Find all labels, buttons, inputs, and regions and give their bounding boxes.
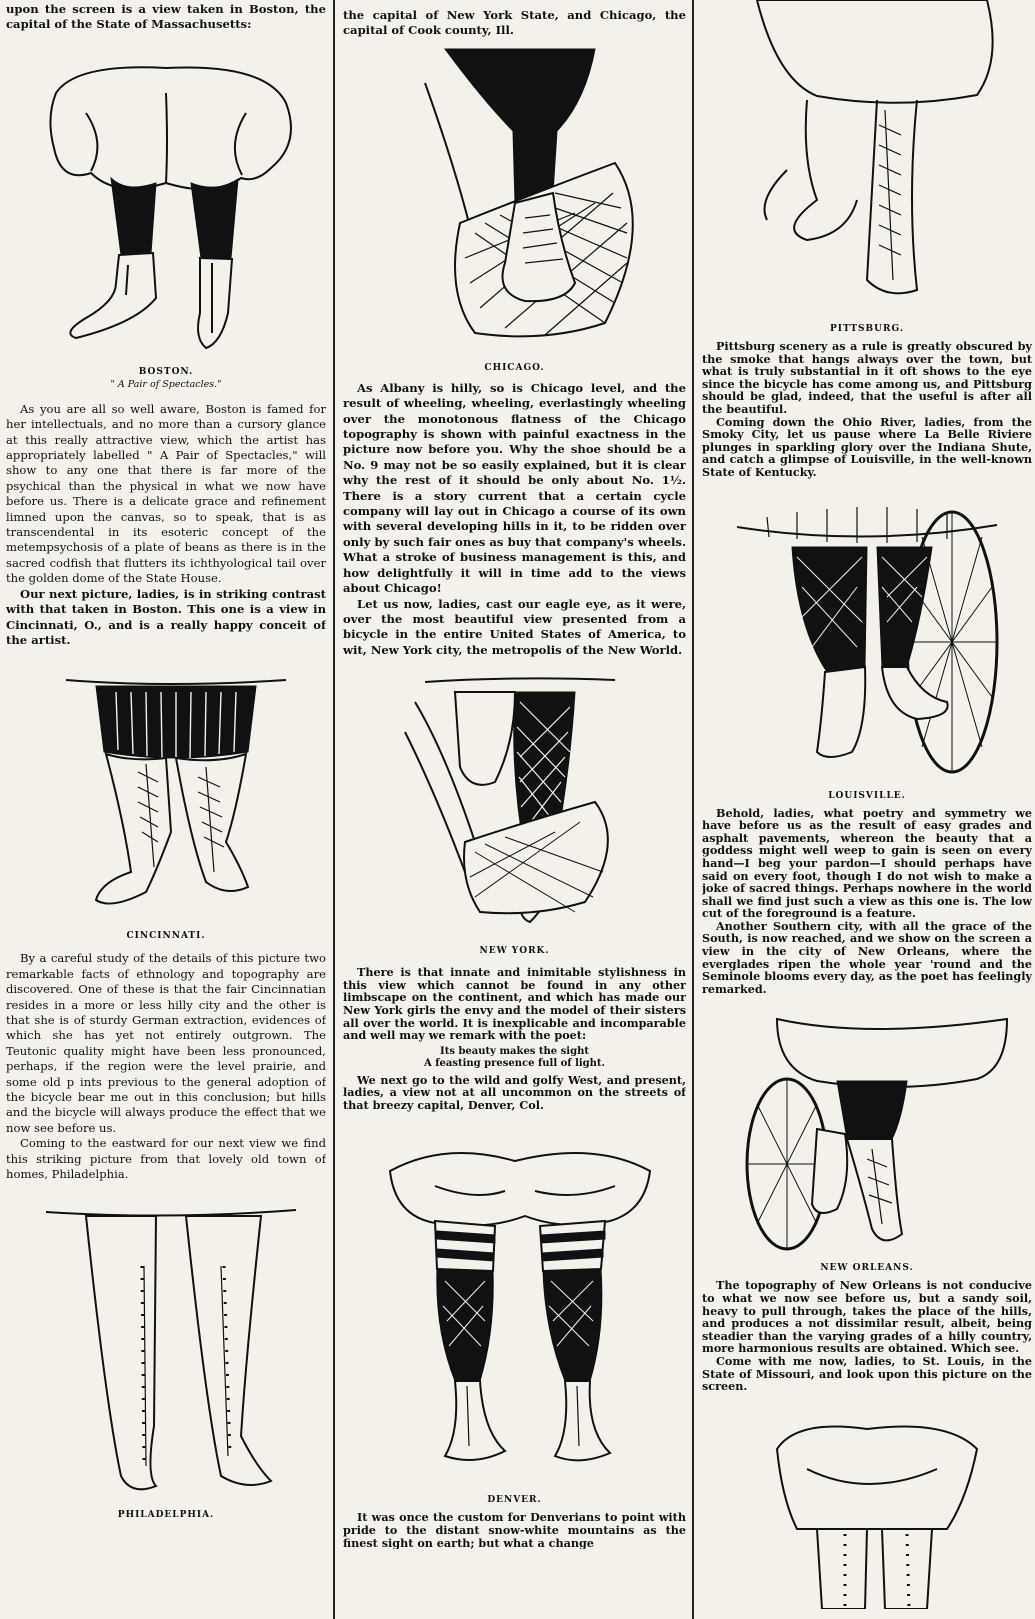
philadelphia-caption: PHILADELPHIA.: [117, 1510, 215, 1521]
new-york-illustration: [365, 672, 665, 942]
poem-line-2: A feasting presence full of light.: [423, 1057, 606, 1069]
poem-line-1: Its beauty makes the sight: [440, 1045, 589, 1057]
st-louis-paragraph: Come with me now, ladies, to St. Louis, in the State of Missouri, and look upon this picture on the screen.: [702, 1354, 1032, 1394]
chicago-paragraph: As Albany is hilly, so is Chicago level, and the result of wheeling, wheeling, everlastingly wheeling over the monotonous flatness of the Chicago topography is shown with painful exactness in the picture now before you. Why the shoe should be a No. 9 may not be so easily explained, but it is clear why the rest of it should be only about No. 1½. There is a story current that a certain cycle company will lay out in Chicago a course of its own with several developing hills in it, to be ridden over only by such fair ones as buy that company's wheels. What a stroke of business management is this, and how delightfully it will in time add to the views about Chicago!: [343, 380, 686, 596]
boston-illustration: [16, 33, 316, 363]
new-orleans-illustration: [717, 1009, 1017, 1259]
st-louis-illustration: [717, 1409, 1017, 1609]
column-rule: [692, 0, 694, 1619]
eagle-eye-paragraph: Let us now, ladies, cast our eagle eye, as it were, over the most beautiful view presented from a bicycle in the entire United States of America, to wit, New York city, the metropolis of the New World.: [343, 596, 686, 657]
intro-text: the capital of New York State, and Chicago, the capital of Cook county, Ill.: [343, 8, 686, 38]
eastward-paragraph: Coming to the eastward for our next view we find this striking picture from that lovely old town of homes, Philadelphia.: [6, 1136, 326, 1181]
denver-paragraph: It was once the custom for Denverians to point with pride to the distant snow-white mountains as the finest sight on earth; but what a change: [343, 1510, 686, 1550]
column-right: [702, 0, 1032, 1609]
new-york-caption: NEW YORK.: [479, 946, 550, 957]
column-rule: [333, 0, 335, 1619]
boston-caption: BOSTON.: [138, 366, 194, 377]
pittsburg-caption: PITTSBURG.: [830, 324, 904, 334]
column-middle: [343, 0, 686, 1549]
new-orleans-caption: NEW ORLEANS.: [820, 1263, 914, 1274]
cincinnati-paragraph: By a careful study of the details of this picture two remarkable facts of ethnology and topography are discovered. One of these is that the fair Cincinnatian resides in a more or less hilly city and the other is that she is of sturdy German extraction, evidences of which she has yet not entirely outgrown. The Teutonic quality might have been less pronounced, perhaps, if the region were the level prairie, and some old p ints previous to the general adoption of the bicycle bear me out in this conclusion; but hills and the bicycle will always produce the effect that we now see before us.: [6, 951, 326, 1135]
louisville-caption: LOUISVILLE.: [828, 790, 906, 801]
ohio-river-paragraph: Coming down the Ohio River, ladies, from the Smoky City, let us pause where La Belle Riviere plunges in sparkling glory over the Indiana Shute, and catch a glimpse of Louisville, in the well-known State of Kentucky.: [702, 414, 1032, 479]
boston-paragraph: As you are all so well aware, Boston is famed for her intellectuals, and no more than a cursory glance at this really attractive view, which the artist has appropriately labelled " A Pair of Spectacles," will show to any one that there is far more of the psychical than the physical in what we now have before us. There is a delicate grace and refinement limned upon the canvas, so to speak, that is as transcendental in its esoteric concept of the metempsychosis of a plate of beans as there is in the sacred codfish that flutters its ichthyological tail over the golden dome of the State House.: [6, 401, 326, 586]
cincinnati-illustration: [16, 672, 316, 927]
chicago-illustration: [365, 43, 665, 359]
next-picture-paragraph: Our next picture, ladies, is in striking contrast with that taken in Boston. This one is a view in Cincinnati, O., and is a really happy conceit of the artist.: [6, 586, 326, 647]
boston-subcaption: " A Pair of Spectacles.": [110, 378, 222, 390]
chicago-caption: CHICAGO.: [484, 362, 545, 373]
pittsburg-paragraph: Pittsburg scenery as a rule is greatly obscured by the smoke that hangs always over the town, but what is truly substantial in it oft shows to the eye since the bicycle has come among us, and Pittsburg should be glad, indeed, that the useful is after all the beautiful.: [702, 339, 1032, 416]
denver-illustration: [365, 1131, 665, 1491]
new-york-paragraph: There is that innate and inimitable stylishness in this view which cannot be found in any other limbscape on the continent, and which has made our New York girls the envy and the model of their sisters all over the world. It is inexplicable and incomparable and well may we remark with the poet:: [343, 965, 686, 1043]
intro-text: upon the screen is a view taken in Boston, the capital of the State of Massachusetts:: [6, 2, 326, 32]
cincinnati-caption: CINCINNATI.: [126, 931, 206, 942]
louisville-paragraph: Behold, ladies, what poetry and symmetry we have before us as the result of easy grades and asphalt pavements, whereon the beauty that a goddess might well weep to gain is seen on every hand—I beg your pardon—I should perhaps have said on every foot, though I do not wish to make a joke of sacred things. Perhaps nowhere in the world shall we find just such a view as this one is. The low cut of the foreground is a feature.: [702, 805, 1032, 921]
new-orleans-paragraph: The topography of New Orleans is not conducive to what we now see before us, but a sandy soil, heavy to pull through, takes the place of the hills, and produces a not dissimilar result, albeit, being steadier than the varying grades of a hilly country, more harmonious results are obtained. Which see.: [702, 1278, 1032, 1356]
poem-verse: [343, 1046, 686, 1070]
pittsburg-illustration: [717, 0, 1017, 320]
philadelphia-illustration: [16, 1206, 316, 1506]
louisville-illustration: [717, 497, 1017, 787]
southern-city-paragraph: Another Southern city, with all the grace of the South, is now reached, and we show on the screen a view in the city of New Orleans, where the everglades ripen the whole year 'round and the Seminole blooms every day, as the poet has feelingly remarked.: [702, 918, 1032, 996]
denver-caption: DENVER.: [487, 1495, 542, 1506]
west-paragraph: We next go to the wild and golfy West, and present, ladies, a view not at all uncommon on the streets of that breezy capital, Denver, Col.: [343, 1072, 686, 1112]
column-left: [6, 0, 326, 1522]
